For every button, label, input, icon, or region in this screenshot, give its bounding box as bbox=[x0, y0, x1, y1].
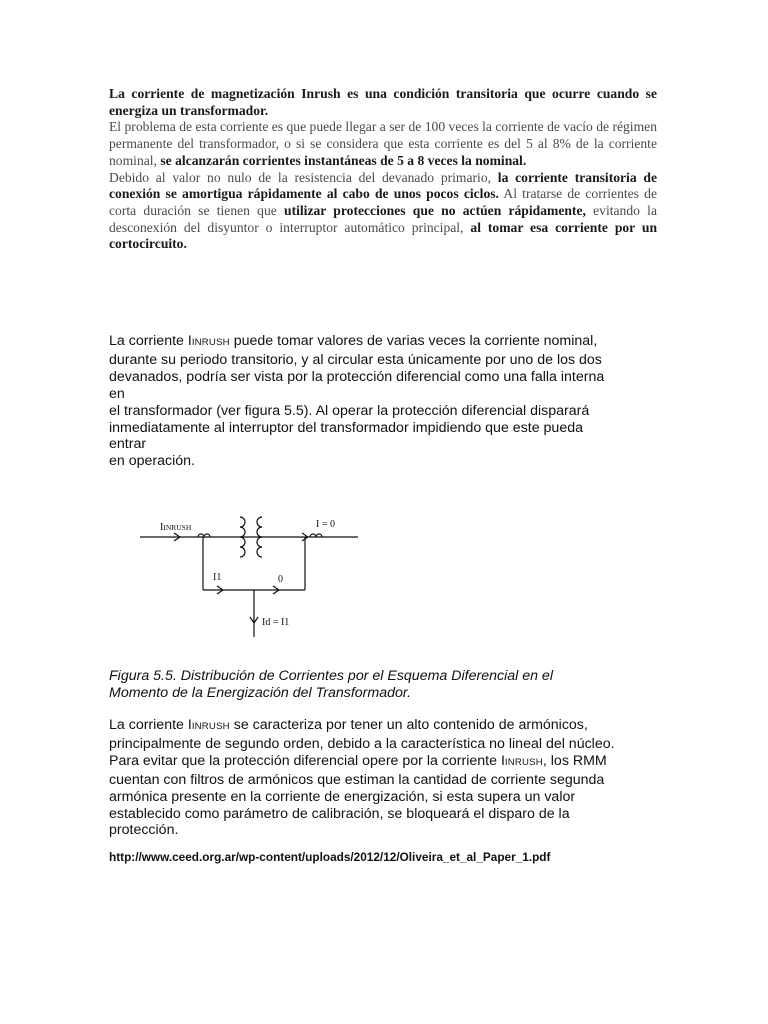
harmonics-line-3-text: , los RMM bbox=[542, 752, 607, 769]
harmonics-line-1-text: se caracteriza por tener un alto contenido de armónicos, bbox=[229, 717, 588, 733]
intro-sentence-2-bold: se alcanzarán corrientes instantáneas de 5 a 8 veces la nominal. bbox=[160, 152, 527, 168]
intro-sentence-2: El problema de esta corriente es que puede llegar a ser de 100 veces la corriente de vacío de régimen permanente del transformador, o si se considera que esta corriente es del 5 al 8% de la corriente nominal, bbox=[109, 119, 657, 168]
intro-sentence-4: Al tratarse de corrientes de corta duración se tienen que bbox=[109, 186, 657, 218]
inrush-line-6: inmediatamente al interruptor del transformador impidiendo que este pueda bbox=[109, 419, 583, 436]
label-i1: I1 bbox=[213, 572, 222, 583]
intro-sentence-5-bold: al tomar esa corriente por un cortocircuito. bbox=[109, 219, 658, 252]
inrush-line-5: el transformador (ver figura 5.5). Al operar la protección diferencial disparará bbox=[109, 402, 590, 419]
harmonics-line-6: establecido como parámetro de calibración, se bloqueará el disparo de la bbox=[109, 805, 570, 822]
intro-sentence-4-bold: utilizar protecciones que no actúen rápidamente, bbox=[284, 202, 586, 218]
harmonics-line-1 bbox=[109, 717, 669, 736]
label-zero: 0 bbox=[278, 574, 283, 585]
harmonics-line-1-pre: La corriente I bbox=[109, 717, 192, 733]
inrush-line-1-pre: La corriente I bbox=[109, 333, 192, 349]
harmonics-line-7: protección. bbox=[109, 822, 179, 839]
label-inrush: IINRUSH bbox=[160, 522, 192, 533]
harmonics-subscript-1: INRUSH bbox=[191, 721, 230, 732]
source-url: http://www.ceed.org.ar/wp-content/uploads/2012/12/Oliveira_et_al_Paper_1.pdf bbox=[109, 850, 551, 864]
harmonics-line-5: armónica presente en la corriente de energización, si esta supera un valor bbox=[109, 788, 576, 805]
intro-sentence-3-bold: la corriente transitoria de conexión se amortigua rápidamente al cabo de unos pocos ciclos. bbox=[109, 169, 657, 202]
harmonics-line-3 bbox=[109, 753, 669, 772]
inrush-line-2: durante su periodo transitorio, y al circular esta únicamente por uno de los dos bbox=[109, 351, 602, 368]
caption-line-2: Momento de la Energización del Transformador. bbox=[109, 684, 412, 701]
intro-text bbox=[109, 86, 657, 253]
figure-caption bbox=[109, 668, 669, 702]
inrush-line-4: en bbox=[109, 385, 125, 402]
caption-line-1: Figura 5.5. Distribución de Corrientes por el Esquema Diferencial en el bbox=[109, 668, 553, 684]
harmonics-line-2: principalmente de segundo orden, debido a la característica no lineal del núcleo. bbox=[109, 735, 615, 752]
harmonics-line-4: cuentan con filtros de armónicos que estiman la cantidad de corriente segunda bbox=[109, 771, 605, 788]
inrush-line-7: entrar bbox=[109, 436, 147, 453]
intro-sentence-3: Debido al valor no nulo de la resistencia del devanado primario, bbox=[109, 169, 492, 185]
intro-sentence-5: evitando la desconexión del disyuntor o interruptor automático principal, bbox=[109, 202, 657, 235]
harmonics-line-3-pre: Para evitar que la protección diferencial opere por la corriente I bbox=[109, 752, 505, 769]
inrush-line-1-text: puede tomar valores de varias veces la corriente nominal, bbox=[229, 333, 598, 349]
inrush-line-8: en operación. bbox=[109, 453, 195, 470]
intro-sentence-1: La corriente de magnetización Inrush es una condición transitoria que ocurre cuando se energiza un transformador. bbox=[109, 86, 657, 118]
inrush-paragraph bbox=[109, 333, 669, 470]
differential-diagram bbox=[130, 505, 370, 645]
inrush-line-1 bbox=[109, 333, 669, 352]
inrush-line-3: devanados, podría ser vista por la protección diferencial como una falla interna bbox=[109, 368, 605, 385]
intro-paragraph bbox=[109, 86, 657, 253]
label-id: Id = I1 bbox=[262, 617, 290, 628]
label-i-zero: I = 0 bbox=[316, 519, 335, 530]
harmonics-paragraph bbox=[109, 717, 669, 839]
inrush-subscript: INRUSH bbox=[191, 337, 230, 348]
harmonics-subscript-3: INRUSH bbox=[504, 756, 543, 768]
